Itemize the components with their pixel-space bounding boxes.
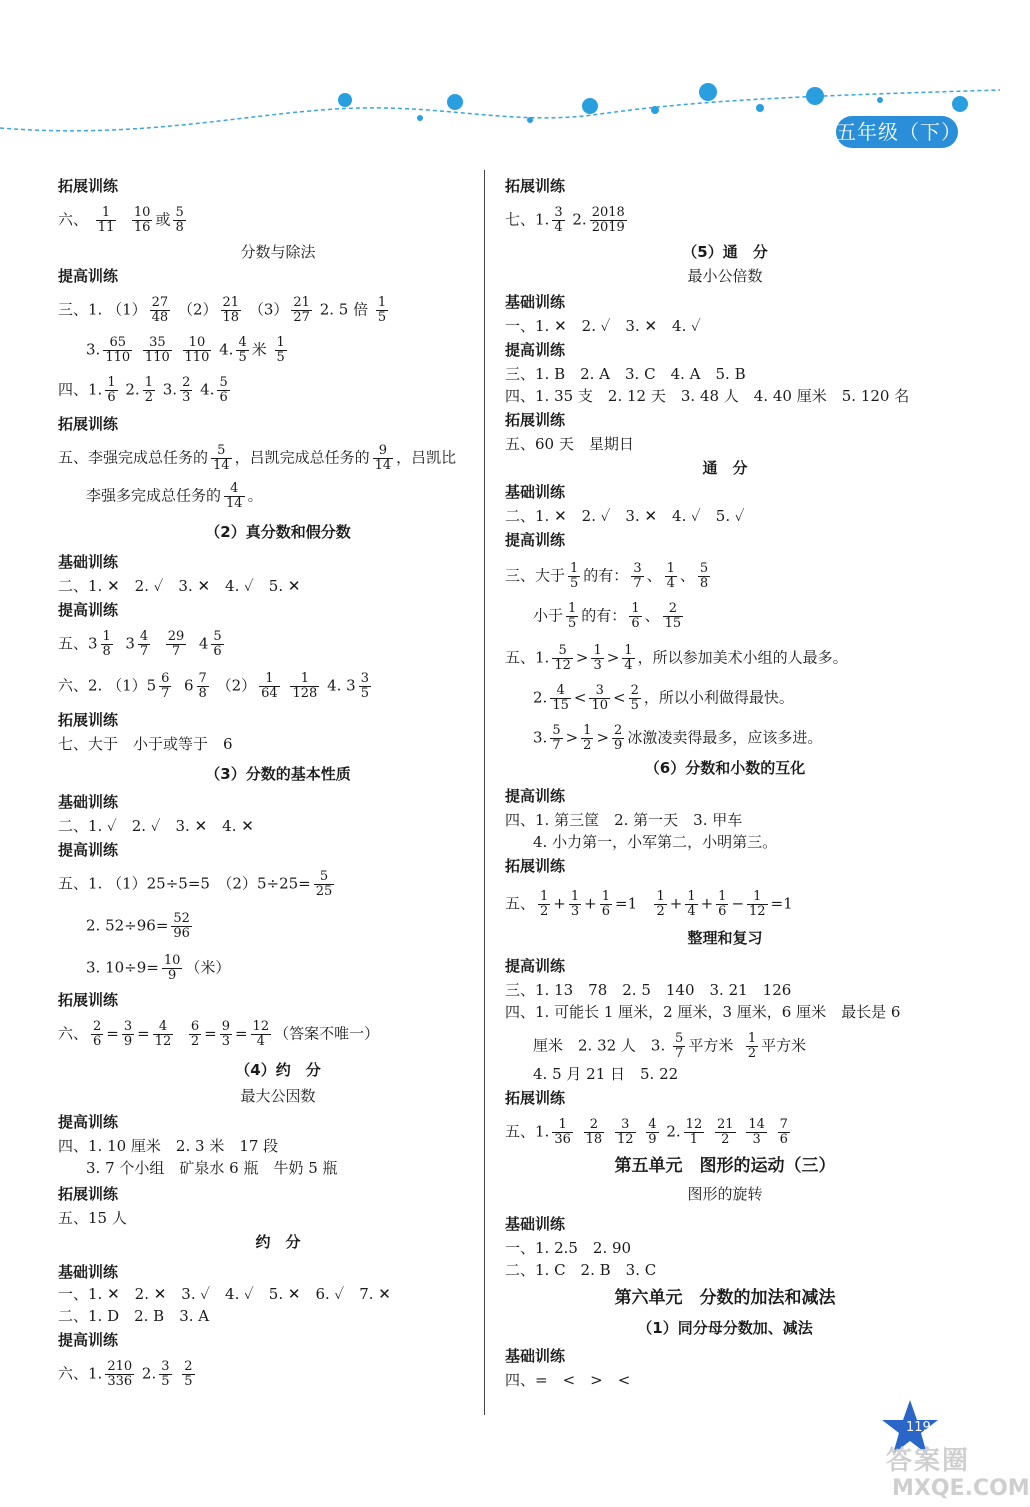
answer-line: 3. $\frac{5}{7}$ > $\frac{1}{2}$ > $\frac{2}{9}$ 冰激凌卖得最多，应该多进。 bbox=[533, 723, 823, 753]
section-heading: 基础训练 bbox=[58, 553, 119, 571]
section-heading: 提高训练 bbox=[58, 267, 119, 285]
section-heading: 拓展训练 bbox=[58, 711, 119, 729]
answer-line: 五、60 天 星期日 bbox=[505, 435, 634, 453]
answer-line: 二、1. D 2. B 3. A bbox=[58, 1307, 210, 1325]
unit-title: 第六单元 分数的加法和减法 bbox=[614, 1288, 836, 1308]
answer-line: 七、1. $\frac{3}{4}$ 2. $\frac{2018}{2019}$ bbox=[505, 205, 625, 235]
answer-line: 四、1. 可能长 1 厘米，2 厘米，3 厘米，6 厘米 最长是 6 bbox=[505, 1003, 901, 1021]
answer-line: 四、1. 10 厘米 2. 3 米 17 段 bbox=[58, 1137, 279, 1155]
answer-line: 三、1. （1） $\frac{27}{48}$ （2） $\frac{21}{18}$ （3） $\frac{21}{27}$ 2. 5 倍 $\frac{1}{5}$ bbox=[58, 295, 387, 325]
subsection-title: 图形的旋转 bbox=[687, 1185, 763, 1203]
answer-line: 五、15 人 bbox=[58, 1209, 127, 1227]
answer-line: 一、1. ✕ 2. ✓ 3. ✕ 4. ✓ bbox=[505, 317, 701, 335]
subsection-title: 最小公倍数 bbox=[687, 267, 763, 285]
section-heading: 基础训练 bbox=[58, 1263, 119, 1281]
section-heading: 提高训练 bbox=[58, 601, 119, 619]
answer-line: 二、1. ✕ 2. ✓ 3. ✕ 4. ✓ 5. ✓ bbox=[505, 507, 745, 525]
answer-line: 五、1. $\frac{5}{12}$ > $\frac{1}{3}$ > $\frac{1}{4}$ ，所以参加美术小组的人最多。 bbox=[505, 643, 848, 673]
section-heading: 提高训练 bbox=[58, 841, 119, 859]
section-heading: 拓展训练 bbox=[505, 411, 566, 429]
answer-line: 2. $\frac{4}{15}$ < $\frac{3}{10}$ < $\frac{2}{5}$ ，所以小利做得最快。 bbox=[533, 683, 794, 713]
page-number: 119 bbox=[906, 1420, 931, 1435]
section-heading: 提高训练 bbox=[505, 957, 566, 975]
subsection-title: （5）通 分 bbox=[682, 243, 768, 261]
section-heading: 拓展训练 bbox=[58, 177, 119, 195]
section-heading: 基础训练 bbox=[505, 293, 566, 311]
subsection-title: 最大公因数 bbox=[240, 1087, 316, 1105]
answer-line: 五、1. （1）25÷5=5 （2）5÷25= $\frac{5}{25}$ bbox=[58, 869, 333, 899]
answer-line: 厘米 2. 32 人 3. $\frac{5}{7}$ 平方米 $\frac{1}{2}$ 平方米 bbox=[533, 1031, 807, 1061]
answer-line: 4. 5 月 21 日 5. 22 bbox=[533, 1065, 679, 1083]
answer-line: 四、1. $\frac{1}{6}$ 2. $\frac{1}{2}$ 3. $\frac{2}{3}$ 4. $\frac{5}{6}$ bbox=[58, 375, 228, 405]
section-heading: 提高训练 bbox=[505, 341, 566, 359]
column-divider bbox=[484, 170, 485, 1415]
answer-line: 三、1. B 2. A 3. C 4. A 5. B bbox=[505, 365, 746, 383]
answer-line: 小于 $\frac{1}{5}$ 的有： $\frac{1}{6}$ 、 $\frac{2}{15}$ bbox=[533, 601, 682, 631]
section-heading: 基础训练 bbox=[505, 483, 566, 501]
answer-line: 六、2. （1）5 $\frac{6}{7}$ 6 $\frac{7}{8}$ （2） $\frac{1}{64}$ $\frac{1}{128}$ 4. 3 $\frac{3}{5}$ bbox=[58, 671, 369, 701]
section-heading: 拓展训练 bbox=[505, 857, 566, 875]
answer-line: 李强多完成总任务的 $\frac{4}{14}$ 。 bbox=[86, 481, 263, 511]
answer-line: 四、1. 35 支 2. 12 天 3. 48 人 4. 40 厘米 5. 120 名 bbox=[505, 387, 910, 405]
unit-title: 第五单元 图形的运动（三） bbox=[614, 1156, 836, 1176]
section-heading: 提高训练 bbox=[58, 1331, 119, 1349]
answer-line: 三、大于 $\frac{1}{5}$ 的有： $\frac{3}{7}$ 、 $\frac{1}{4}$ 、 $\frac{5}{8}$ bbox=[505, 561, 709, 591]
section-heading: 基础训练 bbox=[58, 793, 119, 811]
answer-line: 3. $\frac{65}{110}$ $\frac{35}{110}$ $\frac{10}{110}$ 4. $\frac{4}{5}$ 米 $\frac{1}{5}$ bbox=[86, 335, 285, 365]
section-heading: 基础训练 bbox=[505, 1215, 566, 1233]
section-heading: 拓展训练 bbox=[58, 991, 119, 1009]
section-heading: 提高训练 bbox=[58, 1113, 119, 1131]
subsection-title: 约 分 bbox=[255, 1233, 301, 1251]
answer-line: 五、1. $\frac{1}{36}$ $\frac{2}{18}$ $\frac{3}{12}$ $\frac{4}{9}$ 2. $\frac{12}{1}$ $\frac{21}{2}$ $\frac{14}{3}$ $\frac{7}{6}$ bbox=[505, 1117, 788, 1147]
section-heading: 拓展训练 bbox=[58, 415, 119, 433]
section-heading: 拓展训练 bbox=[505, 1089, 566, 1107]
subsection-title: 通 分 bbox=[702, 459, 748, 477]
answer-line: 三、1. 13 78 2. 5 140 3. 21 126 bbox=[505, 981, 792, 999]
answer-line: 七、大于 小于或等于 6 bbox=[58, 735, 233, 753]
answer-line: 4. 小力第一，小军第二，小明第三。 bbox=[533, 833, 778, 851]
watermark-url: MXQE.COM bbox=[892, 1476, 1030, 1501]
section-heading: 提高训练 bbox=[505, 787, 566, 805]
answer-line: 四、= < > < bbox=[505, 1371, 631, 1389]
answer-line: 3. 10÷9= $\frac{10}{9}$ （米） bbox=[86, 953, 231, 983]
subsection-title: 整理和复习 bbox=[687, 929, 763, 947]
answer-line: 2. 52÷96= $\frac{52}{96}$ bbox=[86, 911, 190, 941]
subsection-title: （4）约 分 bbox=[235, 1061, 321, 1079]
section-heading: 拓展训练 bbox=[58, 1185, 119, 1203]
answer-line: 二、1. ✓ 2. ✓ 3. ✕ 4. ✕ bbox=[58, 817, 254, 835]
answer-line: 四、1. 第三筐 2. 第一天 3. 甲车 bbox=[505, 811, 743, 829]
answer-line: 一、1. 2.5 2. 90 bbox=[505, 1239, 632, 1257]
answer-line: 五、李强完成总任务的 $\frac{5}{14}$ ，吕凯完成总任务的 $\frac{9}{14}$ ，吕凯比 bbox=[58, 443, 457, 473]
subsection-title: （6）分数和小数的互化 bbox=[644, 759, 806, 777]
answer-line: 六、 $\frac{2}{6}$ = $\frac{3}{9}$ = $\frac{4}{12}$ $\frac{6}{2}$ = $\frac{9}{3}$ = $\frac{12}{4}$ （答案不唯一） bbox=[58, 1019, 380, 1049]
section-heading: 基础训练 bbox=[505, 1347, 566, 1365]
grade-badge: 五年级（下） bbox=[836, 116, 958, 148]
watermark-logo: 答案圈 bbox=[886, 1446, 971, 1476]
section-heading: 拓展训练 bbox=[505, 177, 566, 195]
answer-line: 六、1. $\frac{210}{336}$ 2. $\frac{3}{5}$ $\frac{2}{5}$ bbox=[58, 1359, 193, 1389]
subsection-title: （2）真分数和假分数 bbox=[205, 523, 351, 541]
answer-line: 五、 $\frac{1}{2}$ + $\frac{1}{3}$ + $\frac{1}{6}$ =1 $\frac{1}{2}$ + $\frac{1}{4}$ + $\frac{1}{6}$ − $\frac{1}{12}$ =1 bbox=[505, 889, 793, 919]
subsection-title: （1）同分母分数加、减法 bbox=[637, 1319, 813, 1337]
answer-line: 一、1. ✕ 2. ✕ 3. ✓ 4. ✓ 5. ✕ 6. ✓ 7. ✕ bbox=[58, 1285, 391, 1303]
subsection-title: （3）分数的基本性质 bbox=[205, 765, 351, 783]
answer-line: 3. 7 个小组 矿泉水 6 瓶 牛奶 5 瓶 bbox=[86, 1159, 338, 1177]
answer-line: 二、1. C 2. B 3. C bbox=[505, 1261, 657, 1279]
section-heading: 提高训练 bbox=[505, 531, 566, 549]
answer-line: 五、3 $\frac{1}{8}$ 3 $\frac{4}{7}$ $\frac{29}{7}$ 4 $\frac{5}{6}$ bbox=[58, 629, 222, 659]
answer-line: 二、1. ✕ 2. ✓ 3. ✕ 4. ✓ 5. ✕ bbox=[58, 577, 301, 595]
answer-line: 六、 $\frac{1}{11}$ $\frac{10}{16}$ 或 $\frac{5}{8}$ bbox=[58, 205, 184, 235]
subsection-title: 分数与除法 bbox=[240, 243, 316, 261]
